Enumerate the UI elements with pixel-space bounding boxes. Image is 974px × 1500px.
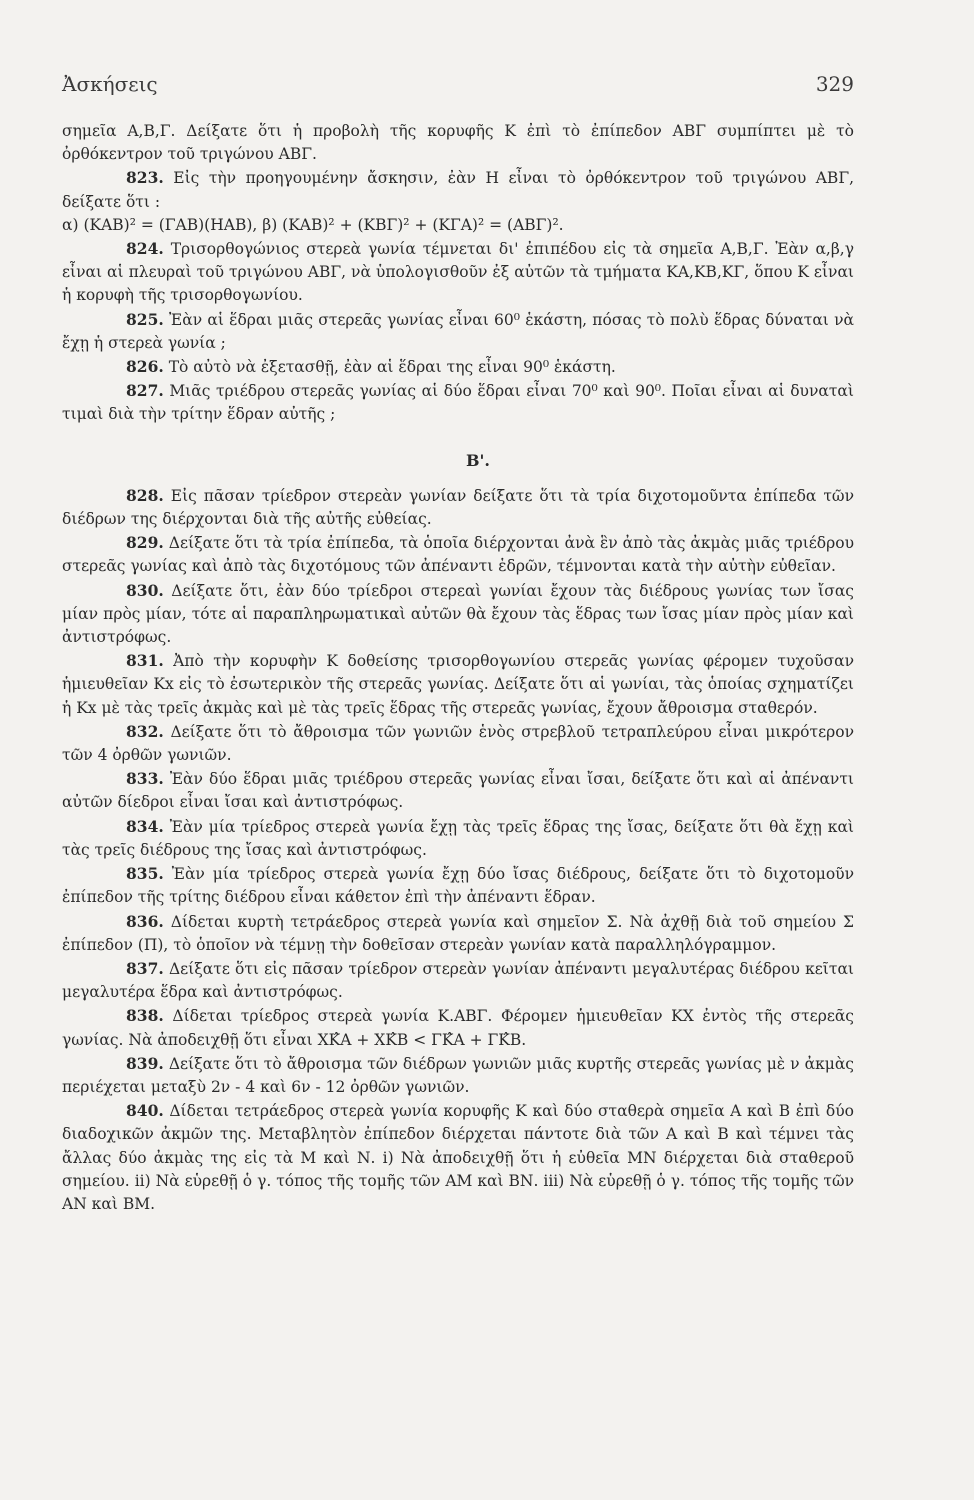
exercise-paragraph [62,531,854,578]
exercise-number: 828. [126,485,164,505]
exercise-number: 837. [126,958,164,978]
exercise-text: Εἰς τὴν προηγουμένην ἄσκησιν, ἐὰν Η εἶναι τὸ ὀρθόκεντρον τοῦ τριγώνου ΑΒΓ, δείξατε ὅτι : [62,169,854,211]
exercise-text: Εἰς πᾶσαν τρίεδρον στερεὰν γωνίαν δείξατε ὅτι τὰ τρία διχοτομοῦντα ἐπίπεδα τῶν διέδρων της διέρχονται διὰ τῆς αὐτῆς εὐθείας. [62,486,854,529]
exercise-paragraph [62,1099,854,1216]
section-heading: Β'. [466,450,490,470]
exercise-text: Δίδεται τρίεδρος στερεὰ γωνία Κ.ΑΒΓ. Φέρομεν ἡμιευθεῖαν ΚΧ ἐντὸς τῆς στερεᾶς γωνίας. Νὰ ἀποδειχθῇ ὅτι εἶναι ΧΚ̂Α + ΧΚ̂Β < ΓΚ̂Α + ΓΚ̂Β. [62,1007,854,1049]
page-number: 329 [815,72,854,96]
exercise-text: Ἀπὸ τὴν κορυφὴν Κ δοθείσης τρισορθογωνίου στερεᾶς γωνίας φέρομεν τυχοῦσαν ἡμιευθεῖαν Κx εἰς τὸ ἐσωτερικὸν τῆς στερεᾶς γωνίας. Δείξατε ὅτι αἱ γωνίαι, τὰς ὁποίας σχηματίζει ἡ Κx μὲ τὰς τρεῖς ἀκμὰς καὶ μὲ τὰς τρεῖς ἕδρας τῆς στερεᾶς γωνίας, ἔχουν ἄθροισμα σταθερόν. [62,652,854,717]
exercise-paragraph [62,649,854,720]
exercise-number: 829. [126,533,164,553]
exercise-paragraph [62,862,854,909]
exercise-paragraph [62,214,854,237]
exercise-group-b [62,484,854,1216]
exercise-text: Ἐὰν δύο ἕδραι μιᾶς τριέδρου στερεᾶς γωνίας εἶναι ἴσαι, δείξατε ὅτι καὶ αἱ ἀπέναντι αὐτῶν δίεδροι εἶναι ἴσαι καὶ ἀντιστρόφως. [62,770,854,812]
exercise-number: 824. [126,239,164,259]
exercise-paragraph [62,1004,854,1051]
exercise-number: 835. [126,864,164,884]
exercise-paragraph [62,120,854,166]
exercise-paragraph [62,166,854,213]
exercise-text: α) (ΚΑΒ)² = (ΓΑΒ)(ΗΑΒ), β) (ΚΑΒ)² + (ΚΒΓ)² + (ΚΓΑ)² = (ΑΒΓ)². [62,215,564,234]
exercise-number: 827. [126,381,164,401]
exercise-paragraph [62,1052,854,1099]
exercise-text: Δείξατε ὅτι εἰς πᾶσαν τρίεδρον στερεὰν γωνίαν ἀπέναντι μεγαλυτέρας διέδρου κεῖται μεγαλυτέρα ἕδρα καὶ ἀντιστρόφως. [62,959,854,1002]
page-header [62,72,854,96]
exercise-number: 830. [126,580,164,600]
exercise-paragraph [62,910,854,957]
exercise-group-a [62,120,854,427]
exercise-text: Δείξατε ὅτι τὸ ἄθροισμα τῶν γωνιῶν ἑνὸς στρεβλοῦ τετραπλεύρου εἶναι μικρότερον τῶν 4 ὀρθῶν γωνιῶν. [62,722,854,765]
exercise-number: 838. [126,1006,164,1026]
exercise-paragraph [62,957,854,1004]
exercise-paragraph [62,815,854,862]
exercise-text: Δίδεται κυρτὴ τετράεδρος στερεὰ γωνία καὶ σημεῖον Σ. Νὰ ἀχθῇ διὰ τοῦ σημείου Σ ἐπίπεδον (Π), τὸ ὁποῖον νὰ τέμνῃ τὴν δοθεῖσαν στερεὰν γωνίαν κατὰ παραλληλόγραμμον. [62,912,854,954]
exercise-text: Δείξατε ὅτι, ἐὰν δύο τρίεδροι στερεαὶ γωνίαι ἔχουν τὰς διέδρους γωνίας των ἴσας μίαν πρὸς μίαν, τότε αἱ παραπληρωματικαὶ αὐτῶν θὰ ἔχουν τὰς ἕδρας των ἴσας μίαν πρὸς μίαν καὶ ἀντιστρόφως. [62,581,854,647]
exercise-text: Τρισορθογώνιος στερεὰ γωνία τέμνεται δι' ἐπιπέδου εἰς τὰ σημεῖα Α,Β,Γ. Ἐὰν α,β,γ εἶναι αἱ πλευραὶ τοῦ τριγώνου ΑΒΓ, νὰ ὑπολογισθοῦν ἐξ αὐτῶν τὰ τμήματα ΚΑ,ΚΒ,ΚΓ, ὅπου Κ εἶναι ἡ κορυφὴ τῆς τρισορθογωνίου. [62,240,854,305]
exercise-text: Ἐὰν μία τρίεδρος στερεὰ γωνία ἔχῃ δύο ἴσας διέδρους, δείξατε ὅτι τὸ διχοτομοῦν ἐπίπεδον τῆς τρίτης διέδρου εἶναι κάθετον ἐπὶ τὴν ἀπέναντι ἕδραν. [62,865,854,907]
exercise-text: σημεῖα Α,Β,Γ. Δείξατε ὅτι ἡ προβολὴ τῆς κορυφῆς Κ ἐπὶ τὸ ἐπίπεδον ΑΒΓ συμπίπτει μὲ τὸ ὀρθόκεντρον τοῦ τριγώνου ΑΒΓ. [62,122,854,164]
exercise-paragraph [62,379,854,426]
exercise-text: Ἐὰν αἱ ἕδραι μιᾶς στερεᾶς γωνίας εἶναι 60⁰ ἑκάστη, πόσας τὸ πολὺ ἕδρας δύναται νὰ ἔχῃ ἡ στερεὰ γωνία ; [62,310,854,352]
exercise-text: Μιᾶς τριέδρου στερεᾶς γωνίας αἱ δύο ἕδραι εἶναι 70⁰ καὶ 90⁰. Ποῖαι εἶναι αἱ δυναταὶ τιμαὶ διὰ τὴν τρίτην ἕδραν αὐτῆς ; [62,382,854,424]
exercise-paragraph [62,579,854,650]
exercise-list [62,120,854,1216]
exercise-number: 840. [126,1101,164,1121]
exercise-number: 832. [126,721,164,741]
exercise-paragraph [62,355,854,379]
exercise-number: 823. [126,168,164,188]
exercise-number: 825. [126,309,164,329]
exercise-paragraph [62,237,854,308]
exercise-number: 826. [126,357,164,377]
exercise-text: Τὸ αὐτὸ νὰ ἐξετασθῇ, ἐὰν αἱ ἕδραι της εἶναι 90⁰ ἑκάστη. [168,358,616,377]
exercise-text: Δείξατε ὅτι τὸ ἄθροισμα τῶν διέδρων γωνιῶν μιᾶς κυρτῆς στερεᾶς γωνίας μὲ ν ἀκμὰς περιέχεται μεταξὺ 2ν - 4 καὶ 6ν - 12 ὀρθῶν γωνιῶν. [62,1054,854,1096]
exercise-number: 833. [126,769,164,789]
exercise-paragraph [62,720,854,767]
exercise-paragraph [62,767,854,814]
exercise-text: Δίδεται τετράεδρος στερεὰ γωνία κορυφῆς Κ καὶ δύο σταθερὰ σημεῖα Α καὶ Β ἐπὶ δύο διαδοχικῶν ἀκμῶν της. Μεταβλητὸν ἐπίπεδον διέρχεται πάντοτε διὰ τῶν Α καὶ Β καὶ τέμνει τὰς ἄλλας δύο ἀκμὰς της εἰς τὰ Μ καὶ Ν. i) Νὰ ἀποδειχθῇ ὅτι ἡ εὐθεῖα ΜΝ διέρχεται διὰ σταθεροῦ σημείου. ii) Νὰ εὑρεθῇ ὁ γ. τόπος τῆς τομῆς τῶν ΑΜ καὶ ΒΝ. iii) Νὰ εὑρεθῇ ὁ γ. τόπος τῆς τομῆς τῶν ΑΝ καὶ ΒΜ. [62,1102,854,1213]
exercise-number: 834. [126,816,164,836]
exercise-text: Δείξατε ὅτι τὰ τρία ἐπίπεδα, τὰ ὁποῖα διέρχονται ἀνὰ ἓν ἀπὸ τὰς ἀκμὰς μιᾶς τριέδρου στερεᾶς γωνίας καὶ ἀπὸ τὰς διχοτόμους τῶν ἀπέναντι ἑδρῶν, τέμνονται κατὰ τὴν αὐτὴν εὐθεῖαν. [62,534,854,576]
exercise-paragraph [62,484,854,531]
exercise-number: 831. [126,651,164,671]
chapter-title: Ἀσκήσεις [62,72,158,96]
exercise-paragraph [62,308,854,355]
exercise-number: 836. [126,911,164,931]
exercise-number: 839. [126,1053,164,1073]
exercise-text: Ἐὰν μία τρίεδρος στερεὰ γωνία ἔχῃ τὰς τρεῖς ἕδρας της ἴσας, δείξατε ὅτι θὰ ἔχῃ καὶ τὰς τρεῖς διέδρους της ἴσας καὶ ἀντιστρόφως. [62,817,854,859]
